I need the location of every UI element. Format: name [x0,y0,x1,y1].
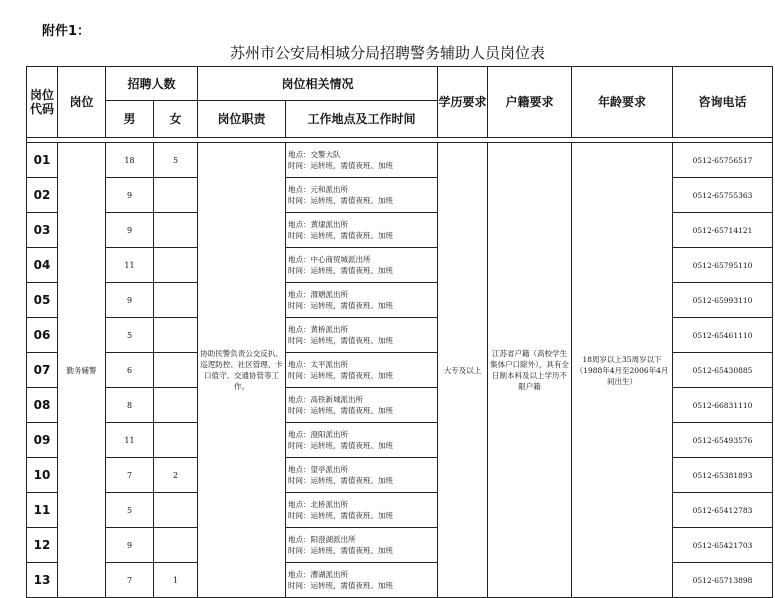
work-place: 地点：阳澄湖派出所 [288,535,356,544]
header-code: 岗位代码 [27,67,58,138]
position-code: 02 [27,178,58,213]
female-count: 5 [154,143,198,178]
header-male: 男 [106,101,154,138]
contact-phone: 0512-65993110 [673,283,773,318]
hukou-requirement: 江苏省户籍（高校学生集体户口除外），具有全日制本科及以上学历不限户籍 [488,143,572,598]
work-time: 时间：运转班，需值夜班、加班 [288,476,394,485]
place-time-cell [286,388,438,423]
contact-phone: 0512-65756517 [673,143,773,178]
age-requirement: 18周岁以上35周岁以下（1988年4月至2006年4月间出生） [572,143,673,598]
work-place: 地点：渭塘派出所 [288,290,349,299]
position-code: 04 [27,248,58,283]
male-count: 5 [106,318,154,353]
post-name: 勤务辅警 [58,143,106,598]
male-count: 11 [106,423,154,458]
place-time-cell [286,213,438,248]
position-code: 07 [27,353,58,388]
contact-phone: 0512-65713898 [673,563,773,598]
header-edu: 学历要求 [438,67,488,138]
place-time-cell [286,458,438,493]
work-place: 地点：太平派出所 [288,360,349,369]
male-count: 9 [106,283,154,318]
header-phone: 咨询电话 [673,67,773,138]
attachment-label: 附件1： [42,24,91,39]
work-place: 地点：中心商贸城派出所 [288,255,371,264]
male-count: 6 [106,353,154,388]
male-count: 9 [106,213,154,248]
female-count [154,493,198,528]
work-time: 时间：运转班，需值夜班、加班 [288,196,394,205]
place-time-cell [286,528,438,563]
female-count [154,423,198,458]
position-code: 06 [27,318,58,353]
female-count [154,318,198,353]
place-time-cell [286,353,438,388]
place-time-cell [286,178,438,213]
male-count: 8 [106,388,154,423]
header-female: 女 [154,101,198,138]
header-duty: 岗位职责 [198,101,286,138]
work-place: 地点：黄桥派出所 [288,325,349,334]
work-time: 时间：运转班，需值夜班、加班 [288,161,394,170]
position-code: 13 [27,563,58,598]
male-count: 7 [106,458,154,493]
work-time: 时间：运转班，需值夜班、加班 [288,301,394,310]
header-hukou: 户籍要求 [488,67,572,138]
position-code: 03 [27,213,58,248]
work-place: 地点：北桥派出所 [288,500,349,509]
work-place: 地点：高铁新城派出所 [288,395,364,404]
female-count [154,283,198,318]
work-time: 时间：运转班，需值夜班、加班 [288,546,394,555]
contact-phone: 0512-66831110 [673,388,773,423]
female-count [154,178,198,213]
work-place: 地点：漕湖派出所 [288,570,349,579]
male-count: 11 [106,248,154,283]
position-code: 11 [27,493,58,528]
work-place: 地点：元和派出所 [288,185,349,194]
work-time: 时间：运转班，需值夜班、加班 [288,581,394,590]
male-count: 18 [106,143,154,178]
place-time-cell [286,563,438,598]
header-post: 岗位 [58,67,106,138]
contact-phone: 0512-65461110 [673,318,773,353]
contact-phone: 0512-65421703 [673,528,773,563]
header-place-time: 工作地点及工作时间 [286,101,438,138]
male-count: 9 [106,528,154,563]
female-count: 1 [154,563,198,598]
contact-phone: 0512-65412783 [673,493,773,528]
male-count: 5 [106,493,154,528]
position-code: 09 [27,423,58,458]
female-count [154,248,198,283]
document-title: 苏州市公安局相城分局招聘警务辅助人员岗位表 [229,44,545,62]
work-time: 时间：运转班，需值夜班、加班 [288,371,394,380]
contact-phone: 0512-65381893 [673,458,773,493]
place-time-cell [286,143,438,178]
place-time-cell [286,423,438,458]
work-time: 时间：运转班，需值夜班、加班 [288,511,394,520]
contact-phone: 0512-65430885 [673,353,773,388]
table-row [27,143,773,178]
female-count [154,528,198,563]
positions-table [26,66,773,598]
work-time: 时间：运转班，需值夜班、加班 [288,231,394,240]
work-time: 时间：运转班，需值夜班、加班 [288,406,394,415]
female-count [154,213,198,248]
female-count [154,388,198,423]
work-place: 地点：澄阳派出所 [288,430,349,439]
position-code: 08 [27,388,58,423]
place-time-cell [286,283,438,318]
contact-phone: 0512-65714121 [673,213,773,248]
header-age: 年龄要求 [572,67,673,138]
contact-phone: 0512-65493576 [673,423,773,458]
position-code: 12 [27,528,58,563]
place-time-cell [286,318,438,353]
place-time-cell [286,248,438,283]
header-recruit: 招聘人数 [106,67,198,101]
work-place: 地点：交警大队 [288,150,341,159]
contact-phone: 0512-65755363 [673,178,773,213]
work-place: 地点：黄埭派出所 [288,220,349,229]
contact-phone: 0512-65795110 [673,248,773,283]
place-time-cell [286,493,438,528]
position-code: 05 [27,283,58,318]
female-count [154,353,198,388]
work-time: 时间：运转班，需值夜班、加班 [288,441,394,450]
position-code: 01 [27,143,58,178]
male-count: 9 [106,178,154,213]
work-time: 时间：运转班，需值夜班、加班 [288,266,394,275]
female-count: 2 [154,458,198,493]
work-time: 时间：运转班，需值夜班、加班 [288,336,394,345]
work-place: 地点：望亭派出所 [288,465,349,474]
male-count: 7 [106,563,154,598]
position-code: 10 [27,458,58,493]
duty-text: 协助民警负责公交反扒、巡逻防控、社区管理、卡口值守、交通协管等工作。 [198,143,286,598]
header-related: 岗位相关情况 [198,67,438,101]
education-requirement: 大专及以上 [438,143,488,598]
